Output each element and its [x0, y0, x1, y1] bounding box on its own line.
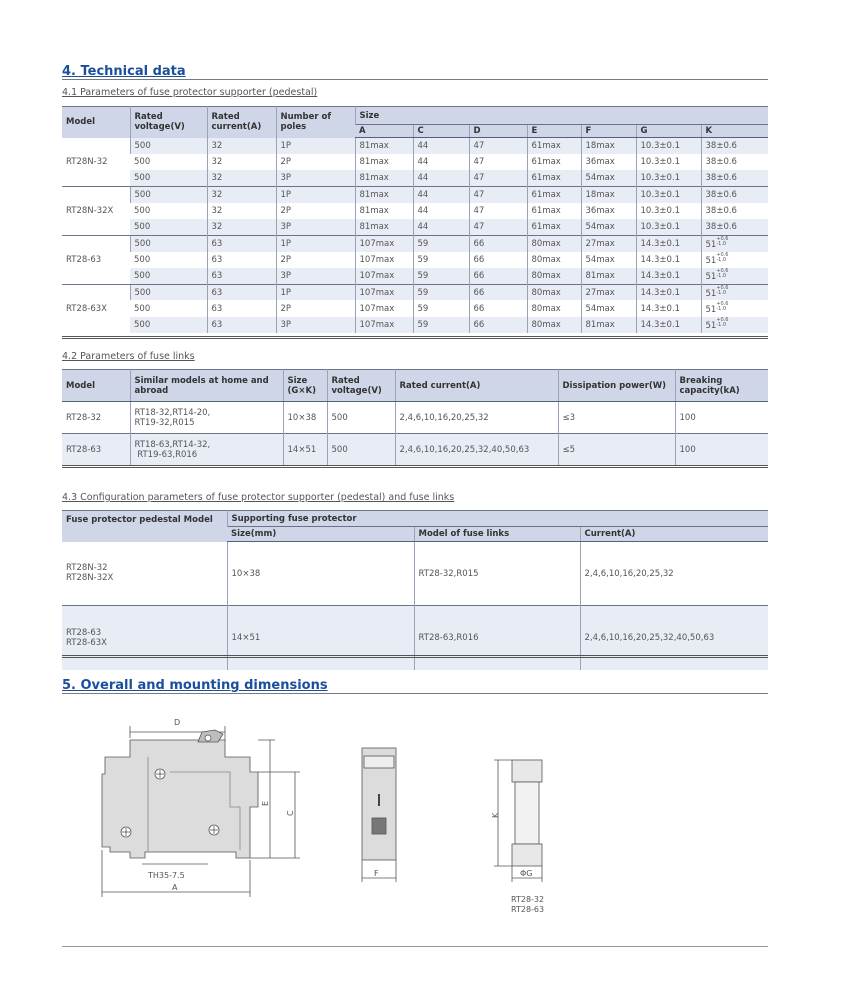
cell-d: 47 [469, 170, 527, 186]
cell-c: 59 [413, 317, 469, 333]
cell-a: 81max [355, 203, 413, 219]
cell-f: 27max [581, 235, 636, 251]
model-cell: RT28N-32 [66, 156, 108, 167]
cell-g: 14.3±0.1 [636, 300, 701, 316]
cell-k: 38±0.6 [701, 154, 768, 170]
k-value: 51 [705, 289, 717, 300]
cell-c: 59 [413, 252, 469, 268]
cell-i: 32 [207, 154, 276, 170]
header-current: Current(A) [580, 527, 768, 542]
size-cell: 14×51 [283, 434, 327, 466]
header-rated-voltage: Rated voltage(V) [130, 107, 207, 138]
cell-v: 500 [130, 268, 207, 284]
header-pedestal-model: Fuse protector pedestal Model [62, 511, 227, 542]
header-breaking-capacity: Breaking capacity(kA) [675, 370, 768, 402]
table1-end-rule [62, 336, 768, 339]
table-row [62, 300, 768, 316]
cell-a: 107max [355, 300, 413, 316]
table-row [62, 542, 768, 606]
header-rated-voltage: Rated voltage(V) [327, 370, 395, 402]
similar-models-line: RT19-32,R015 [134, 417, 195, 428]
header-model: Model [62, 107, 130, 138]
cell-p: 1P [276, 138, 355, 154]
label-d: D [174, 718, 181, 727]
header-model-of-fuse-links: Model of fuse links [414, 527, 580, 542]
cell-v: 500 [134, 205, 151, 216]
cell-c: 44 [413, 219, 469, 235]
header-size-c: C [413, 125, 469, 138]
cell-i: 63 [207, 284, 276, 300]
cell-i: 32 [207, 219, 276, 235]
cell-p: 3P [276, 219, 355, 235]
cell-f: 36max [581, 203, 636, 219]
cell-e: 61max [527, 154, 581, 170]
cell-d: 47 [469, 203, 527, 219]
label-f: F [374, 869, 379, 878]
cell-e: 80max [527, 300, 581, 316]
section-5-rule [62, 693, 768, 694]
voltage-cell: 500 [327, 402, 395, 434]
cell-p: 2P [276, 252, 355, 268]
cell-c: 59 [413, 300, 469, 316]
cell-g: 10.3±0.1 [636, 203, 701, 219]
cell-f: 81max [581, 317, 636, 333]
cell-g: 10.3±0.1 [636, 170, 701, 186]
header-dissipation-power: Dissipation power(W) [558, 370, 675, 402]
cell-d: 47 [469, 138, 527, 154]
cell-a: 81max [355, 219, 413, 235]
table-row [62, 268, 768, 284]
cell-d: 66 [469, 252, 527, 268]
model-cell: RT28-32 [66, 412, 102, 423]
cell-i: 32 [207, 186, 276, 202]
similar-models-cell [130, 402, 283, 434]
cell-a: 107max [355, 284, 413, 300]
cell-k: 38±0.6 [701, 203, 768, 219]
cell-i: 63 [207, 235, 276, 251]
similar-models-line: RT18-32,RT14-20, [134, 407, 211, 418]
cell-a: 107max [355, 268, 413, 284]
section-4-title: 4. Technical data [62, 64, 186, 79]
k-value: 51 [705, 240, 717, 251]
model-cell: RT28-63 [62, 434, 130, 466]
cell-e: 61max [527, 170, 581, 186]
similar-models-cell [130, 434, 283, 466]
cell-c: 59 [413, 235, 469, 251]
cell-g: 10.3±0.1 [636, 219, 701, 235]
cell-g: 10.3±0.1 [636, 154, 701, 170]
header-size-a: A [355, 125, 413, 138]
cell-v: 500 [130, 170, 207, 186]
current-cell: 2,4,6,10,16,20,25,32 [395, 402, 558, 434]
k-tolerance: +0.6 -1.0 [716, 301, 729, 313]
cell-d: 47 [469, 219, 527, 235]
cell-c: 44 [413, 138, 469, 154]
label-a: A [172, 883, 178, 892]
cell-k [701, 300, 768, 316]
cell-a: 81max [355, 154, 413, 170]
fuse-caption-line-1: RT28-32 [511, 895, 545, 904]
cell-v: 500 [130, 219, 207, 235]
cell-g: 10.3±0.1 [636, 138, 701, 154]
current-cell: 2,4,6,10,16,20,25,32,40,50,63 [580, 606, 768, 670]
size-cell: 10×38 [283, 402, 327, 434]
fuse-link-model-cell: RT28-32,R015 [414, 542, 580, 606]
cell-i: 63 [207, 252, 276, 268]
table-row [62, 402, 768, 434]
table-row [62, 235, 768, 251]
cell-k [701, 317, 768, 333]
header-number-of-poles: Number of poles [276, 107, 355, 138]
cell-d: 66 [469, 268, 527, 284]
voltage-cell: 500 [327, 434, 395, 466]
cell-e: 80max [527, 252, 581, 268]
k-value: 51 [705, 321, 717, 332]
cell-v: 500 [130, 235, 207, 251]
cell-d: 66 [469, 235, 527, 251]
cell-c: 44 [413, 186, 469, 202]
breaking-capacity-cell: 100 [675, 434, 768, 466]
cell-a: 81max [355, 170, 413, 186]
cell-k: 38±0.6 [701, 219, 768, 235]
cell-p: 1P [276, 186, 355, 202]
cell-f: 54max [581, 300, 636, 316]
pedestal-model-line: RT28N-32X [66, 573, 114, 584]
cell-a: 107max [355, 252, 413, 268]
cell-i: 32 [207, 138, 276, 154]
cell-d: 47 [469, 154, 527, 170]
k-tolerance: +0.6 -1.0 [716, 252, 729, 264]
current-cell: 2,4,6,10,16,20,25,32 [580, 542, 768, 606]
header-size-f: F [581, 125, 636, 138]
cell-a: 107max [355, 317, 413, 333]
label-rail: TH35-7.5 [148, 871, 185, 880]
cell-e: 61max [527, 186, 581, 202]
pedestal-model-line: RT28N-32 [66, 563, 108, 574]
cell-e: 80max [527, 317, 581, 333]
header-model: Model [62, 370, 130, 402]
header-size-e: E [527, 125, 581, 138]
current-cell: 2,4,6,10,16,20,25,32,40,50,63 [395, 434, 558, 466]
cell-k: 38±0.6 [701, 138, 768, 154]
model-cell: RT28-63 [62, 235, 130, 284]
cell-d: 66 [469, 284, 527, 300]
table-row [62, 252, 768, 268]
header-size-g: G [636, 125, 701, 138]
model-cell: RT28N-32X [62, 186, 130, 235]
cell-g: 14.3±0.1 [636, 317, 701, 333]
cell-v: 500 [134, 156, 151, 167]
header-size-mm: Size(mm) [227, 527, 414, 542]
section-5-title: 5. Overall and mounting dimensions [62, 678, 328, 693]
cell-e: 80max [527, 284, 581, 300]
pedestal-model-line: RT28-63 [66, 627, 102, 638]
similar-models-line: RT18-63,RT14-32, [134, 439, 211, 450]
cell-a: 81max [355, 138, 413, 154]
cell-k [701, 235, 768, 251]
cell-k [701, 268, 768, 284]
cell-i: 63 [207, 268, 276, 284]
cell-v: 500 [134, 254, 151, 265]
cell-e: 80max [527, 268, 581, 284]
cell-c: 44 [413, 154, 469, 170]
cell-e: 61max [527, 203, 581, 219]
header-size: Size [355, 107, 768, 125]
cell-v: 500 [130, 317, 207, 333]
pedestal-side-view-drawing [90, 712, 310, 907]
page-bottom-rule [62, 946, 768, 947]
cell-f: 54max [581, 252, 636, 268]
cell-f: 54max [581, 219, 636, 235]
cell-g: 14.3±0.1 [636, 252, 701, 268]
label-k: K [491, 812, 500, 818]
cell-p: 3P [276, 317, 355, 333]
pedestal-front-view-drawing [350, 742, 410, 892]
model-cell: RT28-63X [62, 284, 130, 333]
cell-d: 47 [469, 186, 527, 202]
header-rated-current: Rated current(A) [395, 370, 558, 402]
cell-c: 44 [413, 170, 469, 186]
label-phi-g: ΦG [520, 869, 533, 878]
cell-k: 38±0.6 [701, 170, 768, 186]
k-value: 51 [705, 256, 717, 267]
header-size-d: D [469, 125, 527, 138]
cell-f: 27max [581, 284, 636, 300]
cell-d: 66 [469, 300, 527, 316]
cell-p: 3P [276, 170, 355, 186]
header-size: Size (G×K) [283, 370, 327, 402]
label-e: E [261, 800, 270, 806]
cell-f: 81max [581, 268, 636, 284]
table-row [62, 170, 768, 186]
configuration-table [62, 510, 768, 670]
header-supporting-fuse-protector: Supporting fuse protector [227, 511, 768, 527]
cell-k: 38±0.6 [701, 186, 768, 202]
k-tolerance: +0.6 -1.0 [716, 317, 729, 329]
breaking-capacity-cell: 100 [675, 402, 768, 434]
cell-e: 61max [527, 138, 581, 154]
table2-end-rule [62, 465, 768, 468]
cell-g: 14.3±0.1 [636, 284, 701, 300]
table-row [62, 606, 768, 670]
k-tolerance: +0.6 -1.0 [716, 268, 729, 280]
cell-v: 500 [130, 138, 207, 154]
table3-subtitle: 4.3 Configuration parameters of fuse protector supporter (pedestal) and fuse links [62, 492, 455, 503]
cell-k [701, 284, 768, 300]
cell-e: 61max [527, 219, 581, 235]
k-tolerance: +0.6 -1.0 [716, 285, 729, 297]
cell-p: 3P [276, 268, 355, 284]
fuse-caption-line-2: RT28-63 [511, 905, 545, 914]
cell-i: 32 [207, 170, 276, 186]
cell-v: 500 [130, 284, 207, 300]
pedestal-model-cell [62, 606, 227, 670]
cell-i: 32 [207, 203, 276, 219]
label-c: C [286, 810, 295, 816]
table1-subtitle: 4.1 Parameters of fuse protector supporter (pedestal) [62, 87, 318, 98]
table-row [62, 219, 768, 235]
fuse-links-table [62, 369, 768, 466]
cell-i: 63 [207, 317, 276, 333]
k-value: 51 [705, 305, 717, 316]
k-value: 51 [705, 272, 717, 283]
header-rated-current: Rated current(A) [207, 107, 276, 138]
cell-f: 36max [581, 154, 636, 170]
header-similar-models: Similar models at home and abroad [130, 370, 283, 402]
table2-subtitle: 4.2 Parameters of fuse links [62, 351, 195, 362]
dissipation-cell: ≤5 [558, 434, 675, 466]
cell-p: 2P [276, 203, 355, 219]
size-cell: 10×38 [227, 542, 414, 606]
cell-c: 59 [413, 284, 469, 300]
cell-g: 14.3±0.1 [636, 235, 701, 251]
cell-k [701, 252, 768, 268]
cell-p: 2P [276, 300, 355, 316]
similar-models-line: RT19-63,R016 [134, 449, 198, 460]
header-size-k: K [701, 125, 768, 138]
pedestal-model-cell [62, 542, 227, 606]
pedestal-model-line: RT28-63X [66, 637, 108, 648]
cell-f: 18max [581, 138, 636, 154]
cell-v: 500 [130, 186, 207, 202]
cell-f: 18max [581, 186, 636, 202]
cell-p: 1P [276, 235, 355, 251]
table-row [62, 154, 768, 170]
fuse-link-model-cell: RT28-63,R016 [414, 606, 580, 670]
table-row [62, 203, 768, 219]
size-cell: 14×51 [227, 606, 414, 670]
section-4-rule [62, 79, 768, 80]
cell-g: 10.3±0.1 [636, 186, 701, 202]
cell-f: 54max [581, 170, 636, 186]
table-row [62, 317, 768, 333]
table-row [62, 186, 768, 202]
cell-e: 80max [527, 235, 581, 251]
cell-g: 14.3±0.1 [636, 268, 701, 284]
fuse-caption [511, 895, 544, 915]
cell-c: 44 [413, 203, 469, 219]
cell-c: 59 [413, 268, 469, 284]
cell-v: 500 [134, 303, 151, 314]
table3-end-rule [62, 655, 768, 658]
cell-p: 2P [276, 154, 355, 170]
cell-i: 63 [207, 300, 276, 316]
cell-a: 81max [355, 186, 413, 202]
table-row [62, 434, 768, 466]
cell-d: 66 [469, 317, 527, 333]
k-tolerance: +0.6 -1.0 [716, 236, 729, 248]
dissipation-cell: ≤3 [558, 402, 675, 434]
table-row [62, 284, 768, 300]
cell-p: 1P [276, 284, 355, 300]
cell-a: 107max [355, 235, 413, 251]
table-row [62, 138, 768, 154]
pedestal-parameters-table [62, 106, 768, 333]
